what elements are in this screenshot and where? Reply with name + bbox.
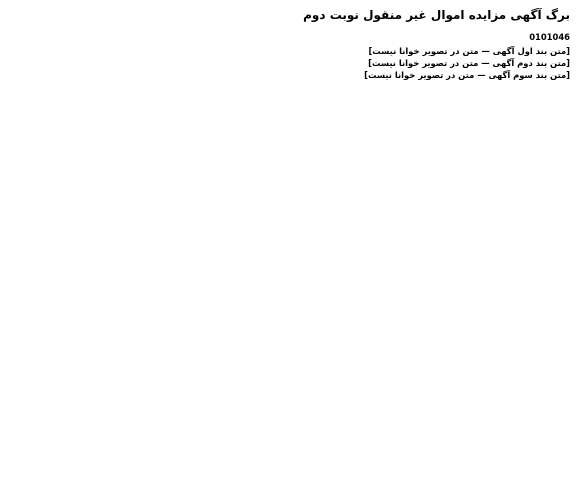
notice-title: برگ آگهی مزایده اموال غیر منقول نوبت دوم <box>303 8 570 22</box>
auction-notice <box>6 8 570 480</box>
notice-body <box>6 45 570 82</box>
notice-paragraph: [متن بند سوم آگهی — متن در تصویر خوانا نیست] <box>364 70 570 81</box>
notice-paragraph: [متن بند اول آگهی — متن در تصویر خوانا نیست] <box>368 45 570 56</box>
notice-paragraph: [متن بند دوم آگهی — متن در تصویر خوانا نیست] <box>368 57 570 68</box>
case-number: 0101046 <box>529 31 570 42</box>
